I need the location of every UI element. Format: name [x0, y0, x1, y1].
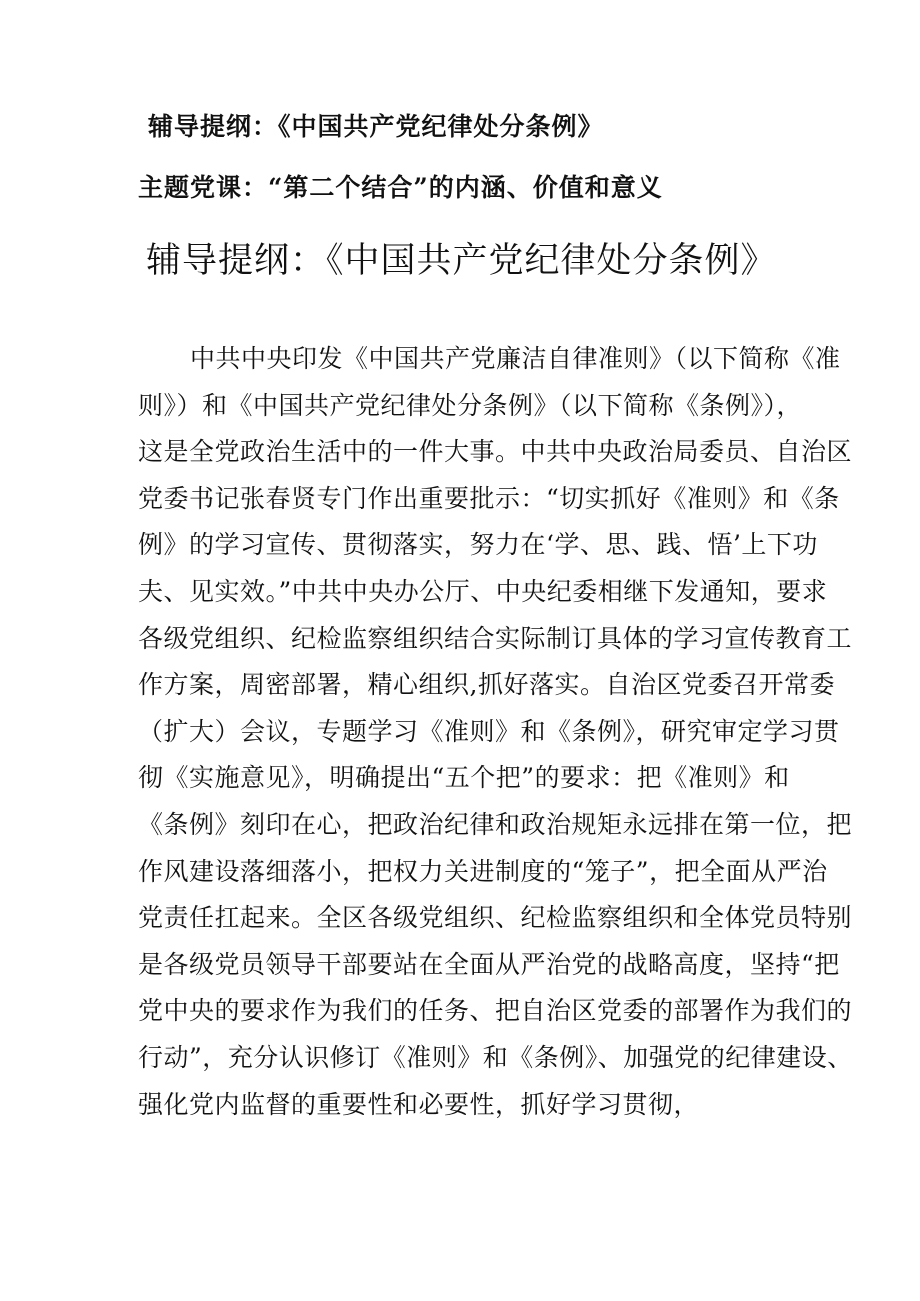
paragraph-line: 彻《实施意见》，明确提出“五个把”的要求：把《准则》和: [138, 763, 790, 793]
paragraph-line: 这是全党政治生活中的一件大事。中共中央政治局委员、自治区: [138, 437, 853, 467]
paragraph-line: 夫、见实效。”中共中央办公厅、中央纪委相继下发通知，要求: [138, 576, 828, 606]
document-title: 辅导提纲：《中国共产党纪律处分条例》: [146, 241, 777, 281]
paragraph-line: 《条例》刻印在心，把政治纪律和政治规矩永远排在第一位，把: [138, 809, 853, 839]
paragraph-line: 党委书记张春贤专门作出重要批示：“切实抓好《准则》和《条: [138, 483, 840, 513]
paragraph-line: 例》的学习宣传、贯彻落实，努力在‘学、思、践、悟’上下功: [138, 530, 818, 560]
paragraph-line: 作风建设落细落小，把权力关进制度的“笼子”，把全面从严治: [138, 856, 828, 886]
paragraph-line: 强化党内监督的重要性和必要性，抓好学习贯彻，: [138, 1089, 700, 1119]
body-paragraph: [138, 336, 853, 1128]
paragraph-line: 党中央的要求作为我们的任务、把自治区党委的部署作为我们的: [138, 996, 853, 1026]
paragraph-line: 各级党组织、纪检监察组织结合实际制订具体的学习宣传教育工: [138, 623, 853, 653]
party-lesson-heading: 主题党课：“第二个结合”的内涵、价值和意义: [138, 173, 663, 202]
paragraph-line: 党责任扛起来。全区各级党组织、纪检监察组织和全体党员特别: [138, 903, 853, 933]
paragraph-line: （扩大）会议，专题学习《准则》和《条例》，研究审定学习贯: [138, 716, 840, 746]
paragraph-line: 行动”，充分认识修订《准则》和《条例》、加强党的纪律建设、: [138, 1042, 853, 1072]
paragraph-line: 是各级党员领导干部要站在全面从严治党的战略高度，坚持“把: [138, 949, 840, 979]
paragraph-line: 中共中央印发《中国共产党廉洁自律准则》（以下简称《准: [190, 344, 841, 373]
paragraph-line: 作方案，周密部署，精心组织,抓好落实。自治区党委召开常委: [138, 670, 835, 700]
outline-heading: 辅导提纲：《中国共产党纪律处分条例》: [148, 112, 604, 141]
paragraph-line: 则》）和《中国共产党纪律处分条例》（以下简称《条例》），: [138, 390, 803, 420]
